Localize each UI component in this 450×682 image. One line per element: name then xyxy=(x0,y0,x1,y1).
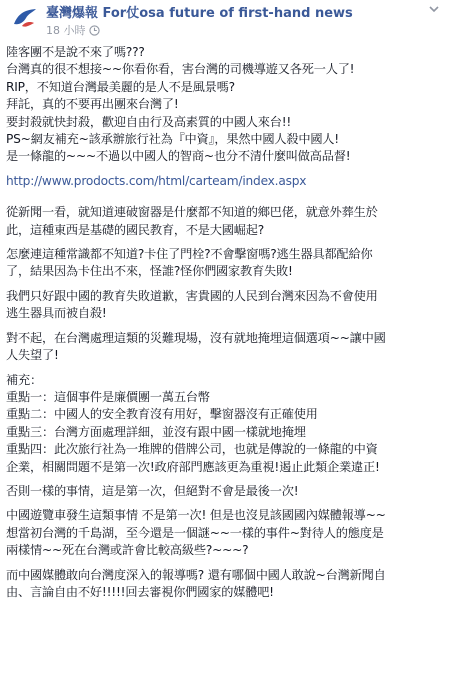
post-line: RIP，不知道台灣最美麗的是人不是風景嗎? xyxy=(6,79,235,94)
post-line: 了，結果因為卡住出不來，怪誰?怪你們國家教育失敗! xyxy=(6,264,293,279)
post-line: 兩樣情~~死在台灣或許會比較高級些?~~~? xyxy=(6,543,249,558)
post-line: 想當初台灣的千島湖，至今還是一個謎~~一樣的事件~對待人的態度是 xyxy=(6,525,384,540)
post-line: 而中國媒體敢向台灣度深入的報導嗎? 還有哪個中國人敢說~台灣新聞自 xyxy=(6,567,386,582)
post-line: 由、言論自由不好!!!!!回去審視你們國家的媒體吧! xyxy=(6,584,274,599)
external-link[interactable]: http://www.prodocts.com/html/carteam/index.aspx xyxy=(6,173,307,188)
post-header xyxy=(6,0,444,44)
chevron-down-icon[interactable] xyxy=(428,4,440,14)
post-line: 從新聞一看，就知道連破窗器是什麼都不知道的鄉巴佬，就意外葬生於 xyxy=(6,205,378,220)
post-body xyxy=(6,44,444,601)
post-line: 要封殺就快封殺，歡迎自由行及高素質的中國人來台!! xyxy=(6,114,292,129)
post-line: 對不起，在台灣處理這類的災難現場，沒有就地掩埋這個選項~~讓中國 xyxy=(6,330,386,345)
post-line: 我們只好跟中國的教育失敗道歉，害貴國的人民到台灣來因為不會使用 xyxy=(6,288,378,303)
post-line: 重點四：此次旅行社為一堆牌的借牌公司，也就是傳說的一條龍的中資 xyxy=(6,442,378,457)
page-name-link[interactable]: 臺灣爆報 For仗osa future of first-hand news xyxy=(46,6,353,21)
post-line: 台灣真的很不想接~~你看你看，害台灣的司機導遊又各死一人了! xyxy=(6,62,355,77)
post-line: 否則一樣的事情，這是第一次，但絕對不會是最後一次! xyxy=(6,483,299,498)
post-line: PS~網友補充~該承辦旅行社為『中資』，果然中國人殺中國人! xyxy=(6,132,339,147)
post-line: 重點三：台灣方面處理詳細，並沒有跟中國一樣就地掩埋 xyxy=(6,424,306,439)
post-line: 企業，相關問題不是第一次!政府部門應該更為重視!遏止此類企業違正! xyxy=(6,459,380,474)
post-line: 怎麼連這種常識都不知道?卡住了門栓?不會擊窗嗎?逃生器具都配給你 xyxy=(6,247,373,262)
post-line: 此，這種東西是基礎的國民教育，不是大國崛起? xyxy=(6,222,265,237)
post-line: 補充： xyxy=(6,372,42,387)
post-meta xyxy=(46,22,100,38)
post-line: 重點二：中國人的安全教育沒有用好，擊窗器沒有正確使用 xyxy=(6,407,318,422)
post-line: 拜託，真的不要再出團來台灣了! xyxy=(6,97,179,112)
post-line: 逃生器具而被自殺! xyxy=(6,306,107,321)
post-line: 重點一：這個事件是廉價團一萬五台幣 xyxy=(6,389,210,404)
post-time[interactable]: 18 小時 xyxy=(46,24,86,37)
post-line: 陸客團不是說不來了嗎??? xyxy=(6,45,145,59)
clock-icon xyxy=(89,25,100,36)
post-line: 中國遊覽車發生這類事情 不是第一次! 但是也沒見該國國內媒體報導~~ xyxy=(6,508,386,523)
post-line: 人失望了! xyxy=(6,348,59,363)
taiwan-map-logo-icon[interactable] xyxy=(10,4,40,34)
post-line: 是一條龍的~~~不過以中國人的智商~也分不清什麼叫做高品督! xyxy=(6,149,351,164)
